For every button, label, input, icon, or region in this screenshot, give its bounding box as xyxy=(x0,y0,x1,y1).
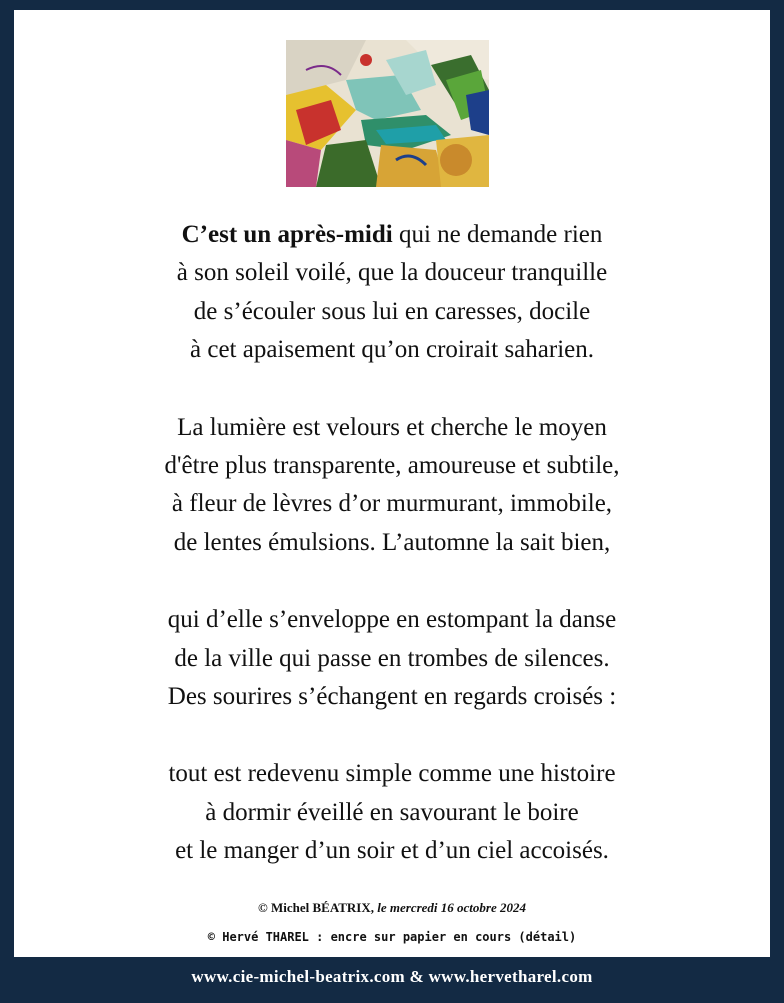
poem-line-rest: qui ne demande rien xyxy=(392,221,603,248)
stanza-1 xyxy=(14,216,770,370)
poem-line: à fleur de lèvres d’or murmurant, immobile, xyxy=(171,490,613,518)
artist-credit: © Hervé THAREL : encre sur papier en cours (détail) xyxy=(207,930,577,944)
poem-line: et le manger d’un soir et d’un ciel accoisés. xyxy=(175,837,609,865)
author-name: © Michel BÉATRIX, xyxy=(258,900,374,915)
poem-line: La lumière est velours et cherche le moyen xyxy=(177,413,607,441)
poem-text xyxy=(14,216,770,910)
poem-line-bold-start: C’est un après-midi xyxy=(181,221,393,248)
stanza-2 xyxy=(14,409,770,563)
stanza-3 xyxy=(14,601,770,716)
poem-line: de lentes émulsions. L’automne la sait bien, xyxy=(173,528,611,556)
poem-line: qui d’elle s’enveloppe en estompant la danse xyxy=(167,606,617,634)
stanza-4 xyxy=(14,755,770,870)
poem-line: d'être plus transparente, amoureuse et subtile, xyxy=(164,452,620,480)
publication-date: le mercredi 16 octobre 2024 xyxy=(374,900,526,915)
poem-line: à son soleil voilé, que la douceur tranquille xyxy=(176,259,608,287)
footer-websites: www.cie-michel-beatrix.com & www.hervetharel.com xyxy=(191,967,593,986)
poem-line: à cet apaisement qu’on croirait saharien. xyxy=(190,336,594,364)
poem-line: tout est redevenu simple comme une histoire xyxy=(168,760,616,788)
poem-line: à dormir éveillé en savourant le boire xyxy=(205,798,579,826)
poem-line: Des sourires s’échangent en regards croisés : xyxy=(167,683,617,711)
poem-line xyxy=(14,216,770,254)
poem-card xyxy=(14,10,770,957)
author-credit xyxy=(14,900,770,916)
poem-line: de la ville qui passe en trombes de silences. xyxy=(174,644,610,672)
poem-line: de s’écouler sous lui en caresses, docile xyxy=(193,297,591,325)
painting-image xyxy=(286,40,489,187)
